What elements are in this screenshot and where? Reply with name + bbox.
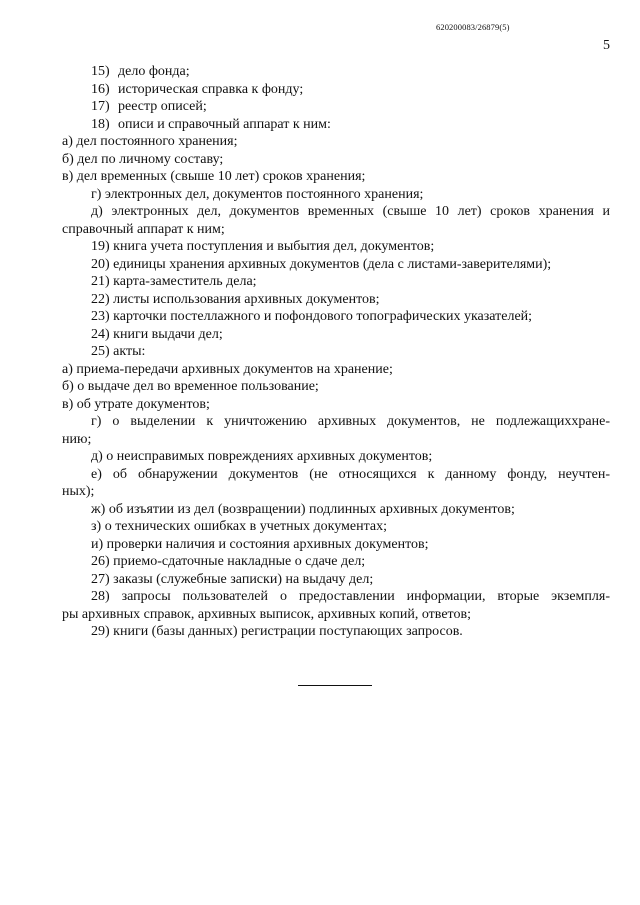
list-item-continuation: ры архивных справок, архивных выписок, архивных копий, ответов; — [62, 606, 471, 622]
spacer — [62, 641, 610, 685]
list-item: а) дел постоянного хранения; — [62, 134, 238, 149]
item-text: историческая справка к фонду; — [118, 81, 304, 97]
list-item: в) дел временных (свыше 10 лет) сроков хранения; — [62, 169, 366, 184]
item-number: 17) — [91, 99, 110, 114]
list-item — [62, 81, 610, 99]
list-item: 20) единицы хранения архивных документов (дела с листами-заверителями); — [91, 256, 552, 272]
document-body — [62, 63, 610, 686]
end-rule-divider — [298, 685, 372, 686]
item-number: 16) — [91, 81, 110, 97]
list-item: з) о технических ошибках в учетных документах; — [91, 519, 388, 534]
document-id: 620200083/26879(5) — [436, 22, 510, 32]
list-item: в) об утрате документов; — [62, 396, 210, 412]
page-number: 5 — [603, 38, 610, 53]
list-item-continuation: справочный аппарат к ним; — [62, 221, 225, 237]
list-item: г) электронных дел, документов постоянного хранения; — [91, 186, 424, 202]
list-item-continuation: нию; — [62, 431, 92, 447]
list-item: д) электронных дел, документов временных (свыше 10 лет) сроков хранения и — [91, 204, 610, 219]
list-item: д) о неисправимых повреждениях архивных документов; — [91, 449, 433, 464]
item-text: дело фонда; — [118, 64, 190, 79]
list-item-continuation: ных); — [62, 484, 95, 499]
list-item: 25) акты: — [91, 344, 146, 359]
list-item: ж) об изъятии из дел (возвращении) подлинных архивных документов; — [91, 501, 515, 517]
list-item: е) об обнаружении документов (не относящихся к данному фонду, неучтен- — [91, 466, 610, 482]
list-item: 29) книги (базы данных) регистрации поступающих запросов. — [91, 624, 463, 639]
item-text: реестр описей; — [118, 99, 207, 114]
list-item: 21) карта-заместитель дела; — [91, 274, 257, 289]
list-item: 27) заказы (служебные записки) на выдачу дел; — [91, 571, 374, 587]
list-item: 19) книга учета поступления и выбытия дел, документов; — [91, 239, 435, 254]
list-item — [62, 116, 610, 134]
list-item: 23) карточки постеллажного и пофондового топографических указателей; — [91, 309, 533, 324]
item-number: 15) — [91, 64, 110, 79]
list-item — [62, 98, 610, 116]
list-item: 28) запросы пользователей о предоставлении информации, вторые экземпля- — [91, 589, 610, 604]
list-item: и) проверки наличия и состояния архивных документов; — [91, 536, 429, 552]
list-item: 26) приемо-сдаточные накладные о сдаче дел; — [91, 554, 366, 569]
item-number: 18) — [91, 116, 110, 132]
list-item: 22) листы использования архивных документов; — [91, 291, 380, 307]
list-item — [62, 63, 610, 81]
list-item: 24) книги выдачи дел; — [91, 326, 223, 342]
item-text: описи и справочный аппарат к ним: — [118, 116, 331, 132]
list-item: б) о выдаче дел во временное пользование; — [62, 379, 319, 394]
list-item: г) о выделении к уничтожению архивных документов, не подлежащиххране- — [91, 414, 610, 429]
list-item: а) приема-передачи архивных документов на хранение; — [62, 361, 393, 377]
list-item: б) дел по личному составу; — [62, 151, 224, 167]
